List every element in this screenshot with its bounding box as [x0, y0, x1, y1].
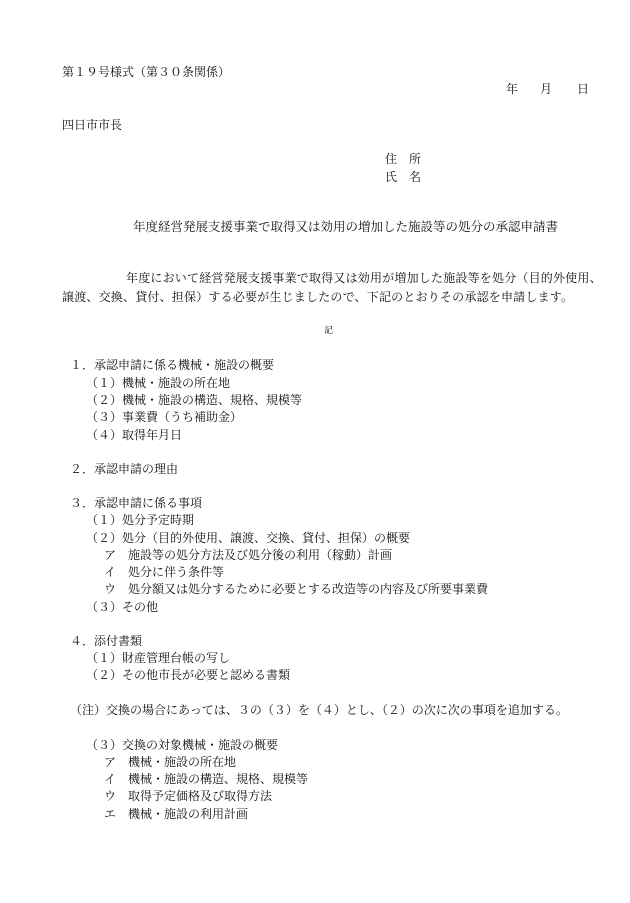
section-3-item: （２）処分（目的外使用、譲渡、交換、貸付、担保）の概要	[86, 531, 411, 545]
section-4-heading: ４．添付書類	[70, 634, 143, 648]
section-4-item: （２）その他市長が必要と認める書類	[86, 668, 291, 682]
address-label: 住 所	[385, 152, 422, 166]
addressee: 四日市市長	[62, 118, 123, 132]
section-3-heading: ３．承認申請に係る事項	[70, 496, 203, 510]
exchange-item: イ 機械・施設の構造、規格、規模等	[104, 772, 309, 786]
ki-marker: 記	[324, 326, 334, 336]
exchange-item: ウ 取得予定価格及び取得方法	[104, 789, 273, 803]
section-3-sub-item: ア 施設等の処分方法及び処分後の利用（稼動）計画	[104, 548, 393, 562]
exchange-item: ア 機械・施設の所在地	[104, 755, 237, 769]
section-2-heading: ２．承認申請の理由	[70, 462, 179, 476]
document-title: 年度経営発展支援事業で取得又は効用の増加した施設等の処分の承認申請書	[133, 219, 559, 234]
section-1-item: （１）機械・施設の所在地	[86, 376, 231, 390]
date-year-label: 年	[506, 82, 519, 96]
form-number: 第１９号様式（第３０条関係）	[62, 65, 231, 79]
body-paragraph-line-2: 譲渡、交換、貸付、担保）する必要が生じましたので、下記のとおりその承認を申請します。	[62, 290, 574, 304]
section-4-item: （１）財産管理台帳の写し	[86, 651, 231, 665]
date-day-label: 日	[577, 82, 590, 96]
section-3-item: （１）処分予定時期	[86, 513, 195, 527]
section-3-sub-item: イ 処分に伴う条件等	[104, 565, 225, 579]
exchange-heading: （３）交換の対象機械・施設の概要	[86, 738, 279, 752]
section-1-item: （３）事業費（うち補助金）	[86, 410, 243, 424]
section-3-item: （３）その他	[86, 600, 159, 614]
date-month-label: 月	[540, 82, 553, 96]
body-paragraph-line-1: 年度において経営発展支援事業で取得又は効用が増加した施設等を処分（目的外使用、	[126, 271, 602, 285]
section-1-item: （４）取得年月日	[86, 428, 183, 442]
exchange-item: エ 機械・施設の利用計画	[104, 807, 249, 821]
section-1-heading: １．承認申請に係る機械・施設の概要	[70, 358, 275, 372]
section-1-item: （２）機械・施設の構造、規格、規模等	[86, 393, 303, 407]
note: （注）交換の場合にあっては、３の（３）を（４）とし、（２）の次に次の事項を追加する。	[70, 703, 568, 717]
name-label: 氏 名	[385, 170, 422, 184]
section-3-sub-item: ウ 処分額又は処分するために必要とする改造等の内容及び所要事業費	[104, 582, 489, 596]
